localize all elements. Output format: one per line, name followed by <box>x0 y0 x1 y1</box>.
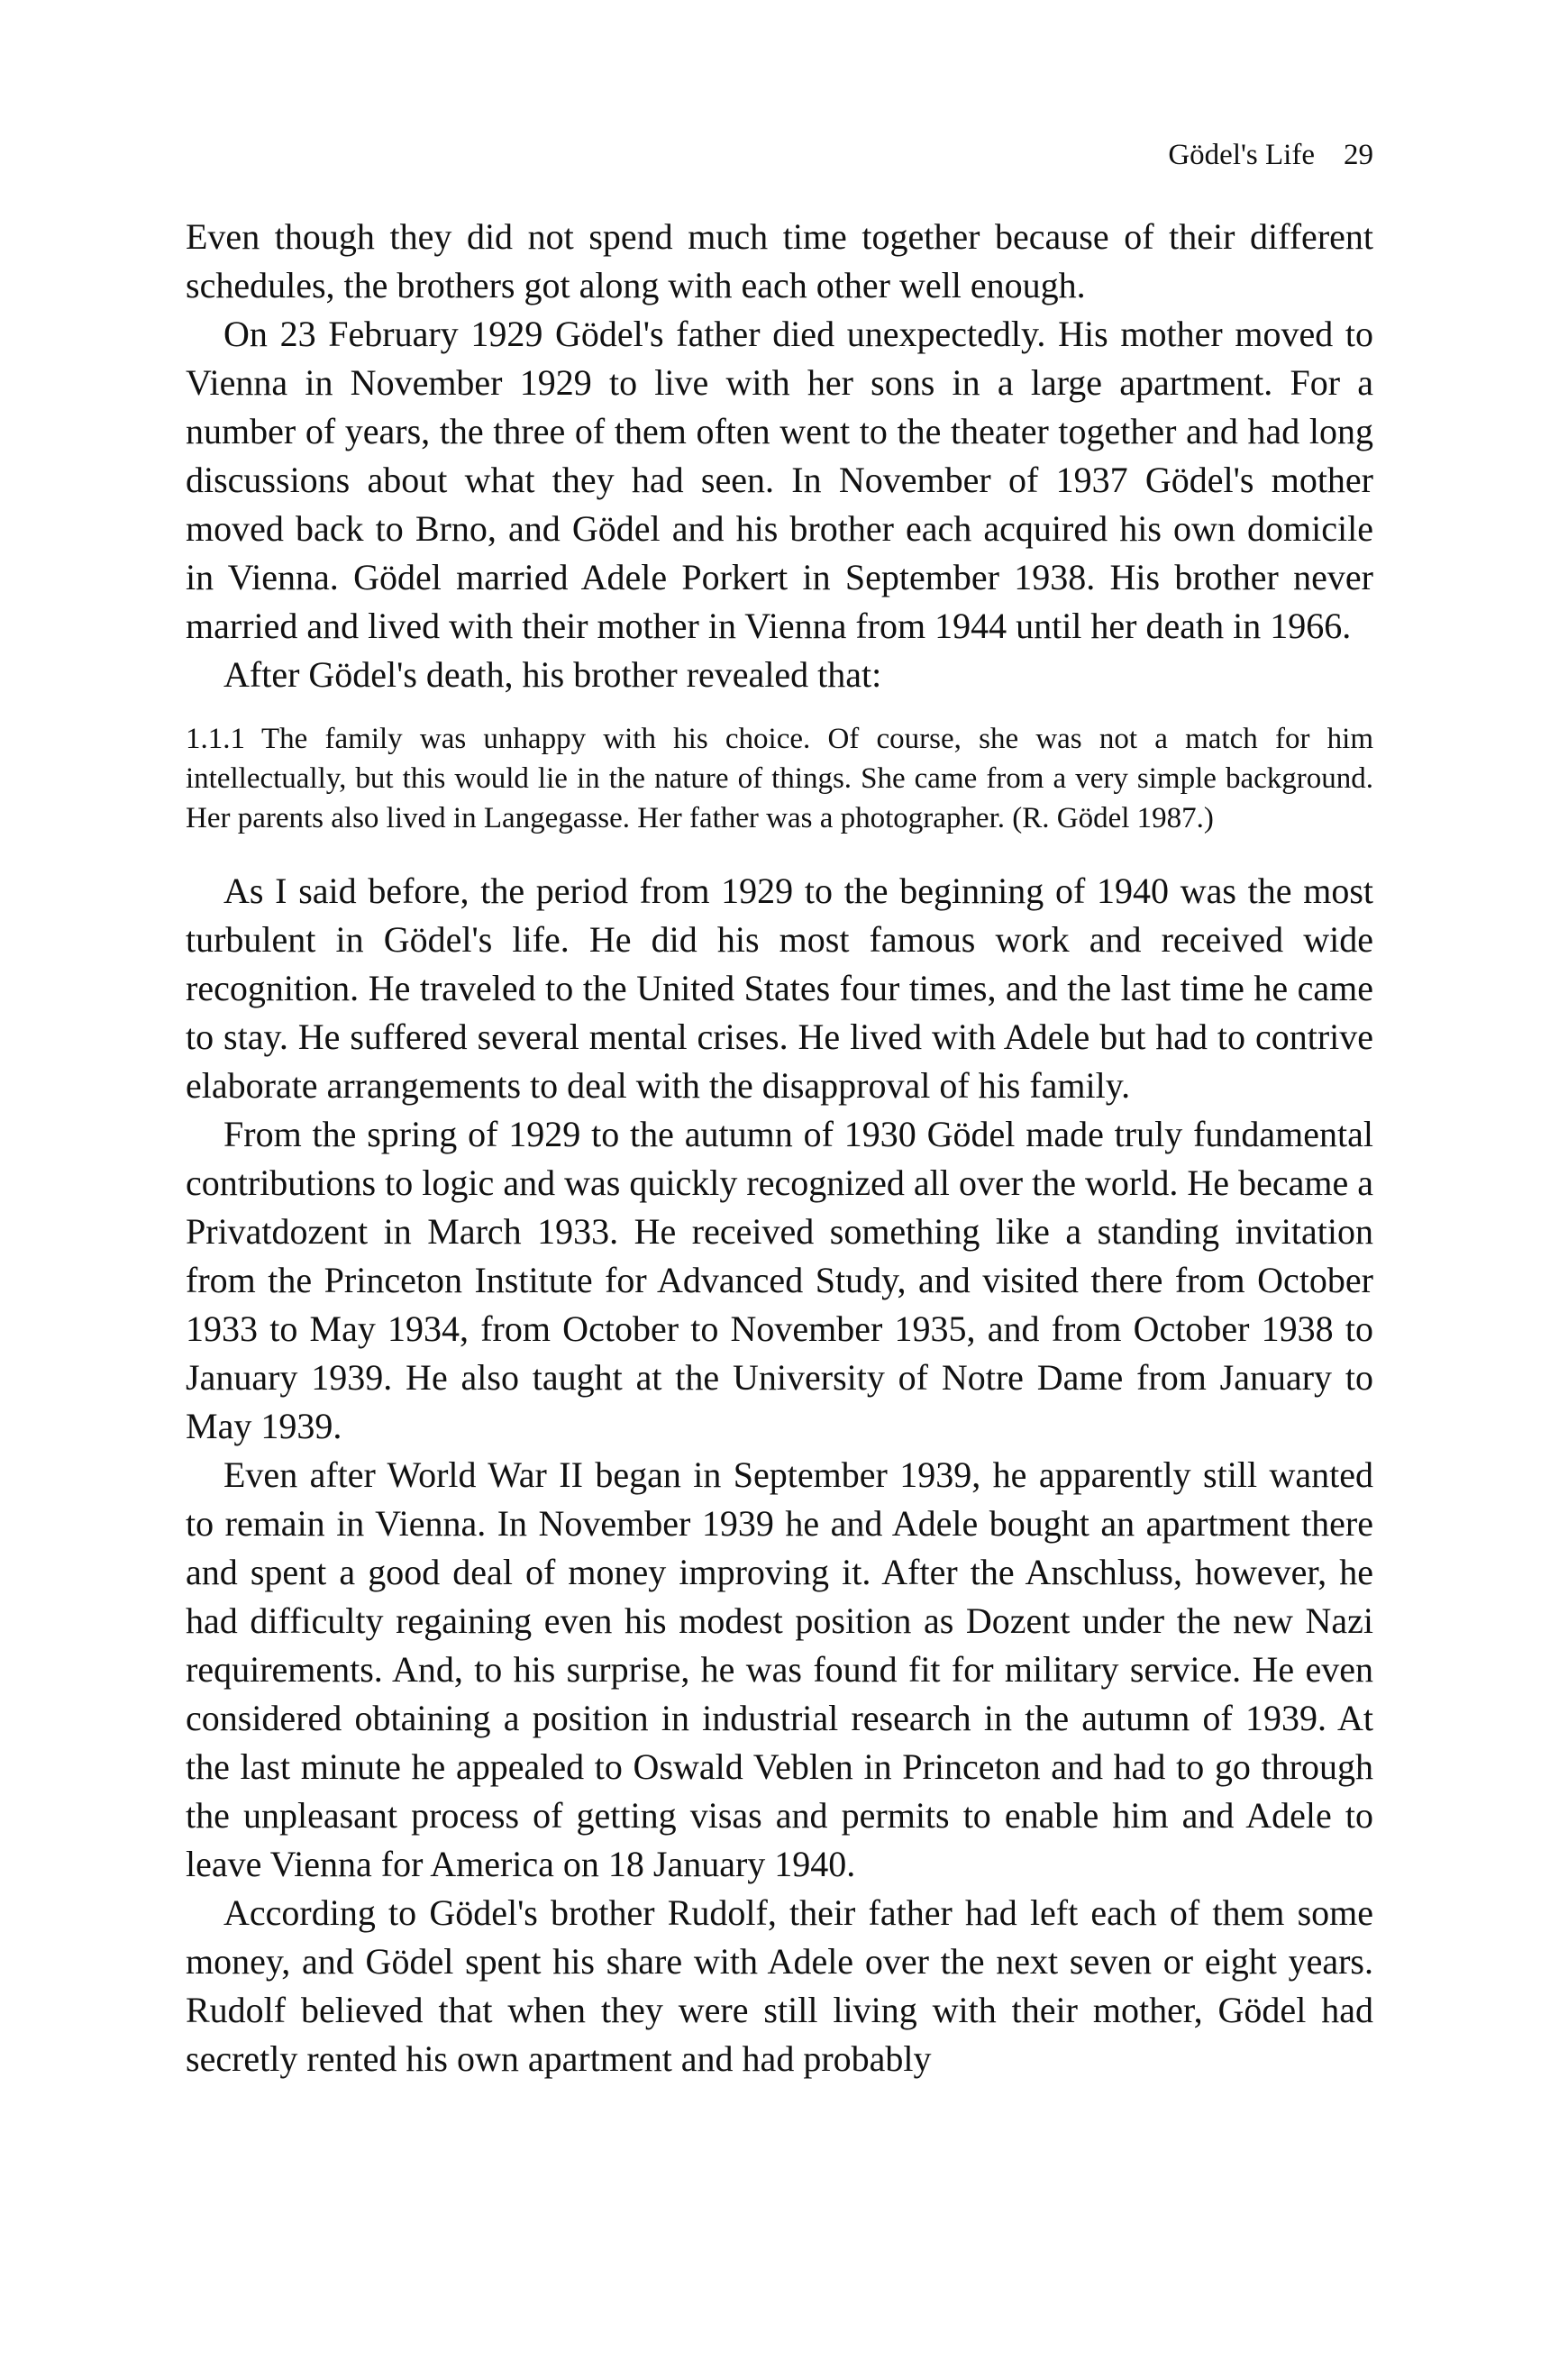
paragraph-2: On 23 February 1929 Gödel's father died unexpectedly. His mother moved to Vienna in November 1929 to live with her sons in a large apartment. For a number of years, the three of them often went to the theater together and had long discussions about what they had seen. In November of 1937 Gödel's mother moved back to Brno, and Gödel and his brother each acquired his own domicile in Vienna. Gödel married Adele Porkert in September 1938. His brother never married and lived with their mother in Vienna from 1944 until her death in 1966. <box>186 314 1373 646</box>
paragraph-6: Even after World War II began in September 1939, he apparently still wanted to remain in Vienna. In November 1939 he and Adele bought an apartment there and spent a good deal of money improving it. After the Anschluss, however, he had difficulty regaining even his modest position as Dozent under the new Nazi requirements. And, to his surprise, he was found fit for military service. He even considered obtaining a position in industrial research in the autumn of 1939. At the last minute he appealed to Oswald Veblen in Princeton and had to go through the unpleasant process of getting visas and permits to enable him and Adele to leave Vienna for America on 18 January 1940. <box>186 1454 1373 1884</box>
quote-text: The family was unhappy with his choice. Of course, she was not a match for him intellectually, but this would lie in the nature of things. She came from a very simple background. Her parents also lived in Langegasse. Her father was a photographer. (R. Gödel 1987.) <box>186 723 1373 834</box>
page-number: 29 <box>1344 139 1373 171</box>
paragraph-4: As I said before, the period from 1929 to the beginning of 1940 was the most turbulent in Gödel's life. He did his most famous work and received wide recognition. He traveled to the United States four times, and the last time he came to stay. He suffered several mental crises. He lived with Adele but had to contrive elaborate arrangements to deal with the disapproval of his family. <box>186 870 1373 1106</box>
paragraph-5: From the spring of 1929 to the autumn of 1930 Gödel made truly fundamental contributions to logic and was quickly recognized all over the world. He became a Privatdozent in March 1933. He received something like a standing invitation from the Princeton Institute for Advanced Study, and visited there from October 1933 to May 1934, from October to November 1935, and from October 1938 to January 1939. He also taught at the University of Notre Dame from January to May 1939. <box>186 1114 1373 1446</box>
paragraph-1: Even though they did not spend much time together because of their different schedules, the brothers got along with each other well enough. <box>186 216 1373 305</box>
block-quote <box>186 719 1373 838</box>
book-page <box>186 135 1373 2083</box>
running-head-title: Gödel's Life <box>1168 139 1315 171</box>
running-head <box>186 135 1373 175</box>
quote-number: 1.1.1 <box>186 723 245 755</box>
paragraph-7: According to Gödel's brother Rudolf, their father had left each of them some money, and Gödel spent his share with Adele over the next seven or eight years. Rudolf believed that when they were still living with their mother, Gödel had secretly rented his own apartment and had probably <box>186 1892 1373 2079</box>
paragraph-3: After Gödel's death, his brother revealed that: <box>223 654 882 695</box>
